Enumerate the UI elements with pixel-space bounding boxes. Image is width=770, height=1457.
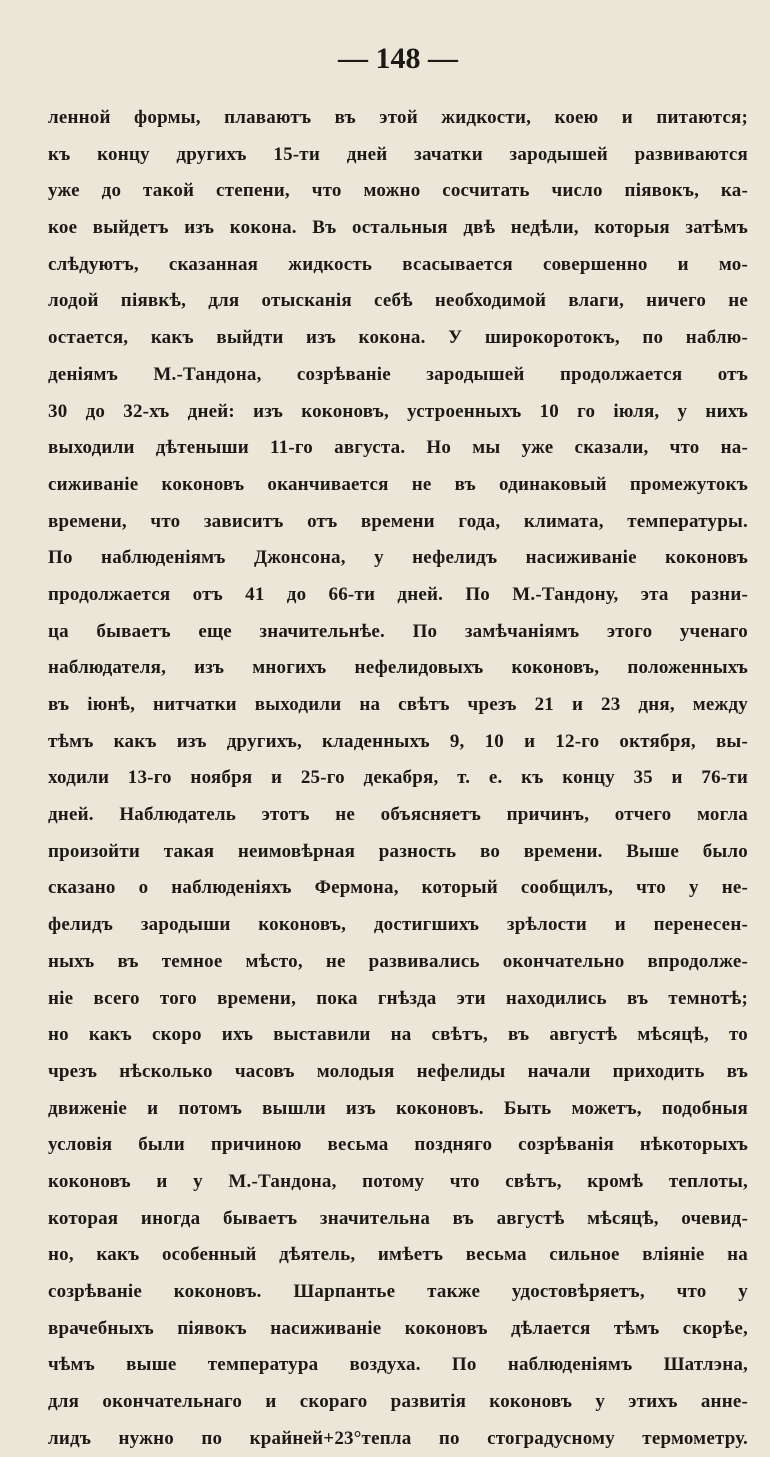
- text-line: чѣмъ выше температура воздуха. По наблюденіямъ Шатлэна,: [48, 1354, 748, 1376]
- text-line: но какъ скоро ихъ выставили на свѣтъ, въ августѣ мѣсяцѣ, то: [48, 1024, 748, 1046]
- text-line: дней. Наблюдатель этотъ не объясняетъ причинъ, отчего могла: [48, 804, 748, 826]
- text-line: По наблюденіямъ Джонсона, у нефелидъ насиживаніе коконовъ: [48, 547, 748, 569]
- text-line: въ іюнѣ, нитчатки выходили на свѣтъ чрезъ 21 и 23 дня, между: [48, 694, 748, 715]
- text-line: выходили дѣтеныши 11-го августа. Но мы уже сказали, что на-: [48, 437, 748, 459]
- text-line: 30 до 32-хъ дней: изъ коконовъ, устроенныхъ 10 го іюля, у нихъ: [48, 400, 748, 422]
- text-line: коконовъ и у М.-Тандона, потому что свѣтъ, кромѣ теплоты,: [48, 1170, 748, 1192]
- text-line: остается, какъ выйдти изъ кокона. У широкоротокъ, по наблю-: [48, 327, 748, 349]
- text-line: ца бываетъ еще значительнѣе. По замѣчаніямъ этого ученаго: [48, 620, 748, 642]
- text-line: ходили 13-го ноября и 25-го декабря, т. е. къ концу 35 и 76-ти: [48, 767, 748, 789]
- text-line: сиживаніе коконовъ оканчивается не въ одинаковый промежутокъ: [48, 473, 748, 495]
- text-line: къ концу другихъ 15-ти дней зачатки зародышей развиваются: [48, 143, 748, 165]
- text-line: лодой піявкѣ, для отысканія себѣ необходимой влаги, ничего не: [48, 290, 748, 312]
- text-line: врачебныхъ піявокъ насиживаніе коконовъ дѣлается тѣмъ скорѣе,: [48, 1317, 748, 1339]
- text-line: продолжается отъ 41 до 66-ти дней. По М.-Тандону, эта разни-: [48, 583, 748, 605]
- text-line: произойти такая неимовѣрная разность во времени. Выше было: [48, 840, 748, 862]
- text-line: фелидъ зародыши коконовъ, достигшихъ зрѣлости и перенесен-: [48, 914, 748, 936]
- text-line: наблюдателя, изъ многихъ нефелидовыхъ коконовъ, положенныхъ: [48, 657, 748, 679]
- text-line: ныхъ въ темное мѣсто, не развивались окончательно впродолже-: [48, 950, 748, 972]
- text-line: уже до такой степени, что можно сосчитать число піявокъ, ка-: [48, 180, 748, 202]
- text-line: тѣмъ какъ изъ другихъ, кладенныхъ 9, 10 и 12-го октября, вы-: [48, 730, 748, 752]
- body-text: [48, 100, 748, 1457]
- text-line: времени, что зависитъ отъ времени года, климата, температуры.: [48, 510, 748, 532]
- text-line: сказано о наблюденіяхъ Фермона, который сообщилъ, что у не-: [48, 877, 748, 899]
- text-line: чрезъ нѣсколько часовъ молодыя нефелиды начали приходить въ: [48, 1060, 748, 1082]
- text-line: ленной формы, плаваютъ въ этой жидкости, коею и питаются;: [48, 107, 748, 128]
- text-line: условія были причиною весьма поздняго созрѣванія нѣкоторыхъ: [48, 1134, 748, 1156]
- page-number: — 148 —: [338, 42, 458, 75]
- text-line: ніе всего того времени, пока гнѣзда эти находились въ темнотѣ;: [48, 987, 748, 1009]
- text-line: но, какъ особенный дѣятель, имѣетъ весьма сильное вліяніе на: [48, 1244, 748, 1266]
- text-line: для окончательнаго и скораго развитія коконовъ у этихъ анне-: [48, 1391, 748, 1413]
- text-line: деніямъ М.-Тандона, созрѣваніе зародышей продолжается отъ: [48, 363, 748, 385]
- text-line: лидъ нужно по крайней+23°тепла по стоградусному термометру.: [48, 1427, 748, 1449]
- text-line: которая иногда бываетъ значительна въ августѣ мѣсяцѣ, очевид-: [48, 1207, 748, 1229]
- text-line: кое выйдетъ изъ кокона. Въ остальныя двѣ недѣли, которыя затѣмъ: [48, 217, 748, 239]
- text-line: созрѣваніе коконовъ. Шарпантье также удостовѣряетъ, что у: [48, 1281, 748, 1302]
- text-line: слѣдуютъ, сказанная жидкость всасывается совершенно и мо-: [48, 253, 748, 275]
- text-line: движеніе и потомъ вышли изъ коконовъ. Быть можетъ, подобныя: [48, 1097, 748, 1119]
